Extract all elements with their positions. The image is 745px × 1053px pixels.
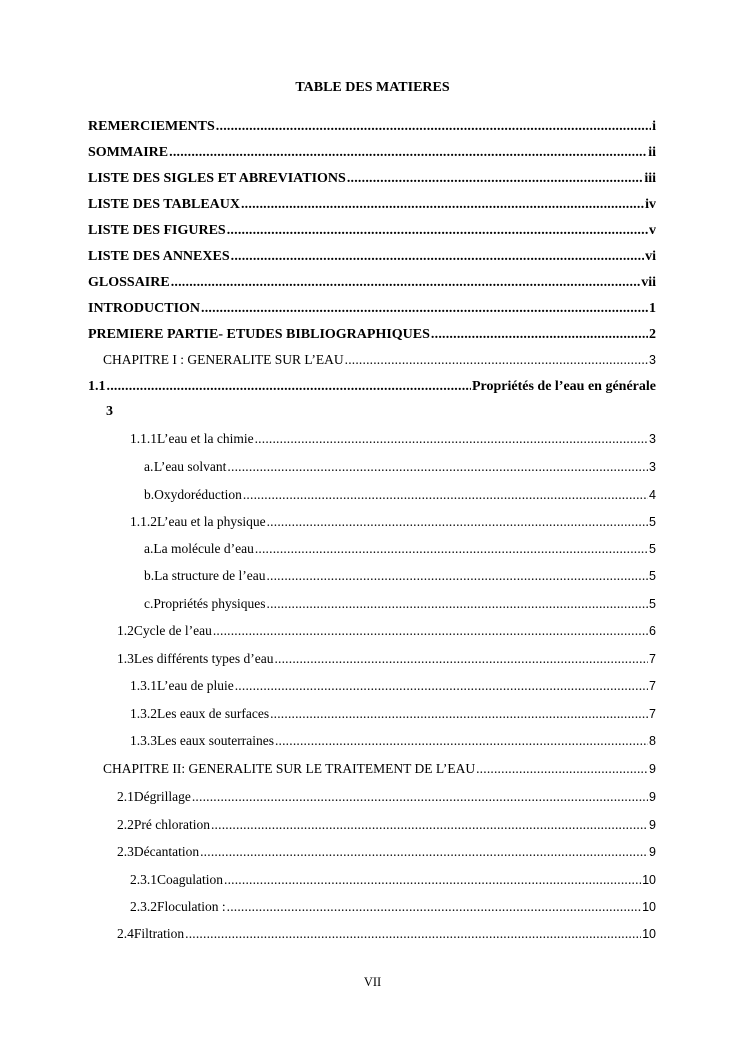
- toc-entry-label: LISTE DES FIGURES: [88, 223, 226, 238]
- dot-leader: [255, 429, 648, 449]
- toc-entry-page: 5: [649, 515, 656, 529]
- toc-entry-label: La molécule d’eau: [153, 541, 254, 556]
- toc-entry-label: SOMMAIRE: [88, 145, 169, 160]
- toc-entry-page: 9: [649, 790, 656, 804]
- toc-entry-label: L’eau et la chimie: [157, 431, 254, 446]
- toc-entry-label: Filtration: [133, 926, 185, 941]
- toc-entry-number: 1.1: [88, 379, 106, 394]
- toc-entry-number: 1.1.2: [130, 514, 157, 529]
- toc-entry-label: Les eaux souterraines: [157, 733, 274, 748]
- dot-leader: [267, 594, 649, 614]
- toc-entry-label: L’eau solvant: [153, 459, 227, 474]
- toc-entry-label: Oxydoréduction: [154, 487, 242, 502]
- dot-leader: [231, 247, 644, 267]
- dot-leader: [255, 539, 648, 559]
- toc-entry-2-3[interactable]: [117, 842, 656, 862]
- toc-entry-label: Les différents types d’eau: [133, 651, 274, 666]
- toc-entry-page: 5: [649, 542, 656, 556]
- dot-leader: [107, 377, 471, 397]
- toc-entry-label: L’eau et la physique: [157, 514, 266, 529]
- toc-entry-label: Cycle de l’eau: [133, 623, 212, 638]
- dot-leader: [241, 195, 644, 215]
- toc-entry-page: 9: [649, 762, 656, 776]
- toc-entry-number: 1.1.1: [130, 431, 157, 446]
- toc-entry-number: 2.2: [117, 817, 134, 832]
- toc-entry-page: 9: [649, 845, 656, 859]
- toc-entry-page: 1: [649, 301, 656, 316]
- toc-entry-label: LISTE DES SIGLES ET ABREVIATIONS: [88, 171, 346, 186]
- toc-entry-label: PREMIERE PARTIE- ETUDES BIBLIOGRAPHIQUES: [88, 327, 430, 342]
- toc-entry-label: INTRODUCTION: [88, 301, 201, 316]
- toc-entry-page: 7: [649, 707, 656, 721]
- toc-entry-label: L’eau de pluie: [157, 678, 234, 693]
- toc-entry-sommaire[interactable]: [88, 143, 656, 163]
- toc-entry-number: 1.2: [117, 623, 134, 638]
- dot-leader: [213, 621, 648, 641]
- toc-entry-label: Décantation: [133, 844, 200, 859]
- toc-entry-page: 9: [649, 818, 656, 832]
- toc-entry-page: 3: [649, 460, 656, 474]
- toc-entry-2-4[interactable]: [117, 924, 656, 944]
- dot-leader: [476, 759, 648, 779]
- toc-entry-page: 10: [642, 927, 656, 941]
- dot-leader: [267, 512, 648, 532]
- dot-leader: [185, 924, 641, 944]
- toc-entry-label: Floculation :: [157, 899, 226, 914]
- dot-leader: [227, 897, 641, 917]
- toc-entry-figures[interactable]: [88, 221, 656, 241]
- dot-leader: [347, 169, 644, 189]
- toc-entry-page: 3: [649, 432, 656, 446]
- toc-entry-chapitre-2[interactable]: [103, 759, 656, 779]
- dot-leader: [270, 704, 648, 724]
- toc-entry-number: 1.3.1: [130, 678, 157, 693]
- dot-leader: [274, 649, 648, 669]
- dot-leader: [201, 299, 648, 319]
- toc-entry-page: i: [652, 119, 656, 134]
- toc-entry-page: ii: [648, 145, 656, 160]
- toc-entry-remerciements[interactable]: [88, 117, 656, 137]
- toc-entry-number: 1.3: [117, 651, 134, 666]
- toc-entry-glossaire[interactable]: [88, 273, 656, 293]
- toc-entry-1-1-2-c[interactable]: [144, 594, 656, 614]
- toc-entry-page: 7: [649, 679, 656, 693]
- toc-entry-introduction[interactable]: [88, 299, 656, 319]
- toc-entry-page: 6: [649, 624, 656, 638]
- dot-leader: [227, 221, 648, 241]
- toc-entry-page: 10: [642, 873, 656, 887]
- toc-entry-2-3-1[interactable]: [130, 870, 656, 890]
- dot-leader: [275, 731, 648, 751]
- toc-entry-1-1-2-a[interactable]: [144, 539, 656, 559]
- toc-entry-label: Propriétés physiques: [153, 596, 266, 611]
- toc-entry-tableaux[interactable]: [88, 195, 656, 215]
- toc-entry-1-1-2-b[interactable]: [144, 566, 656, 586]
- toc-entry-number: a.: [144, 541, 154, 556]
- toc-entry-page: 4: [649, 488, 656, 502]
- toc-entry-number: 2.1: [117, 789, 134, 804]
- toc-entry-number: c.: [144, 596, 154, 611]
- dot-leader: [169, 143, 647, 163]
- toc-entry-page: 7: [649, 652, 656, 666]
- toc-entry-label: Coagulation: [157, 872, 223, 887]
- toc-entry-page: 2: [649, 327, 656, 342]
- toc-entry-premiere-partie[interactable]: [88, 325, 656, 345]
- page-number: VII: [363, 975, 382, 989]
- dot-leader: [200, 842, 648, 862]
- toc-entry-page: 5: [649, 597, 656, 611]
- toc-entry-number: b.: [144, 487, 155, 502]
- toc-entry-page: iii: [644, 171, 656, 186]
- dot-leader: [431, 325, 648, 345]
- toc-entry-sigles[interactable]: [88, 169, 656, 189]
- dot-leader: [266, 566, 648, 586]
- toc-entry-1-1-2[interactable]: [130, 512, 656, 532]
- toc-entry-label: REMERCIEMENTS: [88, 119, 215, 134]
- dot-leader: [227, 457, 648, 477]
- toc-entry-label: Propriétés de l’eau en générale: [471, 379, 656, 394]
- dot-leader: [192, 787, 648, 807]
- toc-entry-page: 10: [642, 900, 656, 914]
- toc-entry-1-3[interactable]: [117, 649, 656, 669]
- toc-entry-page: 3: [106, 404, 113, 419]
- dot-leader: [235, 676, 648, 696]
- toc-entry-1-2[interactable]: [117, 621, 656, 641]
- toc-entry-label: LISTE DES TABLEAUX: [88, 197, 240, 212]
- toc-entry-label: Pré chloration: [133, 817, 210, 832]
- toc-entry-label: La structure de l’eau: [154, 568, 266, 583]
- toc-entry-2-2[interactable]: [117, 815, 656, 835]
- toc-entry-2-1[interactable]: [117, 787, 656, 807]
- toc-entry-number: 2.3.2: [130, 899, 157, 914]
- toc-entry-number: 2.3.1: [130, 872, 157, 887]
- toc-entry-number: 1.3.2: [130, 706, 157, 721]
- dot-leader: [171, 273, 641, 293]
- toc-entry-page: iv: [645, 197, 656, 212]
- toc-entry-1-1[interactable]: [88, 377, 656, 397]
- toc-entry-1-3-1[interactable]: [130, 676, 656, 696]
- toc-entry-page: 5: [649, 569, 656, 583]
- toc-entry-label: Dégrillage: [133, 789, 191, 804]
- toc-entry-label: LISTE DES ANNEXES: [88, 249, 230, 264]
- toc-entry-chapitre-1[interactable]: [103, 350, 656, 370]
- toc-entry-page: vi: [645, 249, 656, 264]
- toc-entry-number: b.: [144, 568, 155, 583]
- toc-entry-number: 2.3: [117, 844, 134, 859]
- toc-entry-1-1-1-a[interactable]: [144, 457, 656, 477]
- toc-entry-1-1-1[interactable]: [130, 429, 656, 449]
- toc-entry-page: 8: [649, 734, 656, 748]
- toc-entry-page: 3: [649, 353, 656, 367]
- toc-entry-1-3-2[interactable]: [130, 704, 656, 724]
- toc-entry-number: 1.3.3: [130, 733, 157, 748]
- toc-entry-label: GLOSSAIRE: [88, 275, 170, 290]
- toc-entry-2-3-2[interactable]: [130, 897, 656, 917]
- toc-entry-1-3-3[interactable]: [130, 731, 656, 751]
- toc-entry-annexes[interactable]: [88, 247, 656, 267]
- toc-entry-number: a.: [144, 459, 154, 474]
- toc-entry-page: vii: [641, 275, 656, 290]
- toc-entry-page: v: [649, 223, 656, 238]
- toc-entry-label: CHAPITRE II: GENERALITE SUR LE TRAITEMENT DE L’EAU: [103, 761, 476, 776]
- toc-entry-label: Les eaux de surfaces: [157, 706, 270, 721]
- toc-entry-number: 2.4: [117, 926, 134, 941]
- toc-entry-label: CHAPITRE I : GENERALITE SUR L’EAU: [103, 352, 344, 367]
- dot-leader: [211, 815, 648, 835]
- dot-leader: [243, 485, 648, 505]
- page-title: TABLE DES MATIERES: [295, 80, 450, 95]
- dot-leader: [345, 350, 648, 370]
- toc-entry-1-1-1-b[interactable]: [144, 485, 656, 505]
- dot-leader: [224, 870, 641, 890]
- dot-leader: [216, 117, 651, 137]
